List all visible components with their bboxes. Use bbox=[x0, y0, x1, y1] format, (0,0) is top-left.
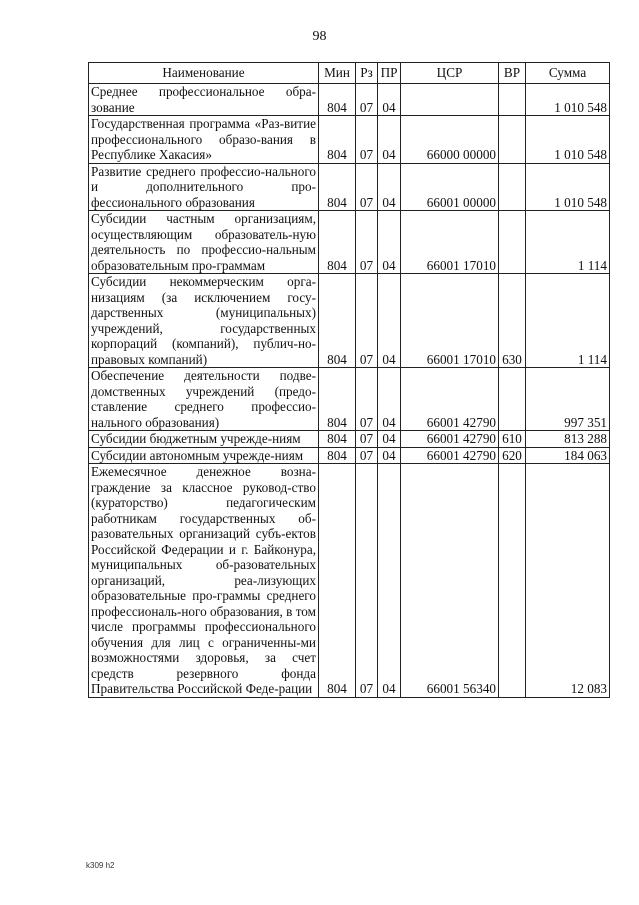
row-csr bbox=[401, 84, 499, 116]
row-rz: 07 bbox=[356, 368, 378, 431]
row-min: 804 bbox=[319, 464, 356, 698]
row-pr: 04 bbox=[378, 368, 401, 431]
row-rz: 07 bbox=[356, 431, 378, 448]
row-name: Развитие среднего профессио-нального и дополнительного про-фессионального образования bbox=[89, 163, 319, 211]
row-rz: 07 bbox=[356, 274, 378, 368]
row-name: Субсидии некоммерческим орга-низациям (за исключением госу-дарственных (муниципальных) учреждений, государственных корпораций (компаний), публич-но-правовых компаний) bbox=[89, 274, 319, 368]
row-sum: 1 114 bbox=[526, 274, 610, 368]
row-name: Субсидии частным организациям, осуществляющим образователь-ную деятельность по профессио-нальным образовательным про-граммам bbox=[89, 211, 319, 274]
row-sum: 1 114 bbox=[526, 211, 610, 274]
row-pr: 04 bbox=[378, 84, 401, 116]
row-csr: 66000 00000 bbox=[401, 116, 499, 164]
row-sum: 1 010 548 bbox=[526, 116, 610, 164]
row-sum: 1 010 548 bbox=[526, 84, 610, 116]
row-vr: 620 bbox=[499, 447, 526, 464]
row-name: Среднее профессиональное обра-зование bbox=[89, 84, 319, 116]
row-name: Государственная программа «Раз-витие профессионального образо-вания в Республике Хакасия» bbox=[89, 116, 319, 164]
row-rz: 07 bbox=[356, 464, 378, 698]
table-row bbox=[89, 84, 610, 116]
table-row bbox=[89, 211, 610, 274]
table-row bbox=[89, 116, 610, 164]
row-name: Ежемесячное денежное возна-граждение за классное руковод-ство (кураторство) педагогическим работникам государственных об-разовательных организаций субъ-ектов Российской Федерации и г. Байконура, муниципальных об-разовательных организаций, реа-лизующих образовательные про-граммы среднего профессиональ-ного образования, в том числе программы профессионального обучения для лиц с ограниченны-ми возможностями здоровья, за счет средств резервного фонда Правительства Российской Феде-рации bbox=[89, 464, 319, 698]
row-csr: 66001 42790 bbox=[401, 447, 499, 464]
row-vr bbox=[499, 116, 526, 164]
row-min: 804 bbox=[319, 447, 356, 464]
row-csr: 66001 42790 bbox=[401, 431, 499, 448]
row-vr: 610 bbox=[499, 431, 526, 448]
row-sum: 184 063 bbox=[526, 447, 610, 464]
row-min: 804 bbox=[319, 211, 356, 274]
row-pr: 04 bbox=[378, 464, 401, 698]
row-sum: 1 010 548 bbox=[526, 163, 610, 211]
row-csr: 66001 17010 bbox=[401, 274, 499, 368]
row-vr bbox=[499, 84, 526, 116]
header-vr: ВР bbox=[499, 63, 526, 84]
row-vr bbox=[499, 464, 526, 698]
table-row bbox=[89, 274, 610, 368]
header-min: Мин bbox=[319, 63, 356, 84]
header-name: Наименование bbox=[89, 63, 319, 84]
row-sum: 12 083 bbox=[526, 464, 610, 698]
table-row bbox=[89, 163, 610, 211]
row-name: Субсидии автономным учрежде-ниям bbox=[89, 447, 319, 464]
table-row bbox=[89, 368, 610, 431]
document-code: k309 h2 bbox=[86, 861, 115, 870]
row-pr: 04 bbox=[378, 163, 401, 211]
row-csr: 66001 17010 bbox=[401, 211, 499, 274]
row-min: 804 bbox=[319, 163, 356, 211]
row-vr bbox=[499, 163, 526, 211]
table-row bbox=[89, 447, 610, 464]
row-rz: 07 bbox=[356, 116, 378, 164]
row-pr: 04 bbox=[378, 447, 401, 464]
row-rz: 07 bbox=[356, 163, 378, 211]
row-pr: 04 bbox=[378, 211, 401, 274]
row-rz: 07 bbox=[356, 447, 378, 464]
budget-table bbox=[88, 62, 610, 698]
table-row bbox=[89, 464, 610, 698]
page-number: 98 bbox=[312, 29, 327, 44]
row-min: 804 bbox=[319, 116, 356, 164]
row-pr: 04 bbox=[378, 274, 401, 368]
row-rz: 07 bbox=[356, 84, 378, 116]
row-min: 804 bbox=[319, 431, 356, 448]
row-min: 804 bbox=[319, 274, 356, 368]
row-name: Обеспечение деятельности подве-домственных учреждений (предо-ставление среднего профессио-нального образования) bbox=[89, 368, 319, 431]
row-csr: 66001 56340 bbox=[401, 464, 499, 698]
header-csr: ЦСР bbox=[401, 63, 499, 84]
row-min: 804 bbox=[319, 84, 356, 116]
header-rz: Рз bbox=[356, 63, 378, 84]
row-vr bbox=[499, 368, 526, 431]
row-min: 804 bbox=[319, 368, 356, 431]
row-csr: 66001 00000 bbox=[401, 163, 499, 211]
row-vr bbox=[499, 211, 526, 274]
row-name: Субсидии бюджетным учрежде-ниям bbox=[89, 431, 319, 448]
row-csr: 66001 42790 bbox=[401, 368, 499, 431]
row-vr: 630 bbox=[499, 274, 526, 368]
row-sum: 997 351 bbox=[526, 368, 610, 431]
table-header-row bbox=[89, 63, 610, 84]
row-pr: 04 bbox=[378, 431, 401, 448]
row-pr: 04 bbox=[378, 116, 401, 164]
row-sum: 813 288 bbox=[526, 431, 610, 448]
row-rz: 07 bbox=[356, 211, 378, 274]
header-sum: Сумма bbox=[526, 63, 610, 84]
table-row bbox=[89, 431, 610, 448]
header-pr: ПР bbox=[378, 63, 401, 84]
